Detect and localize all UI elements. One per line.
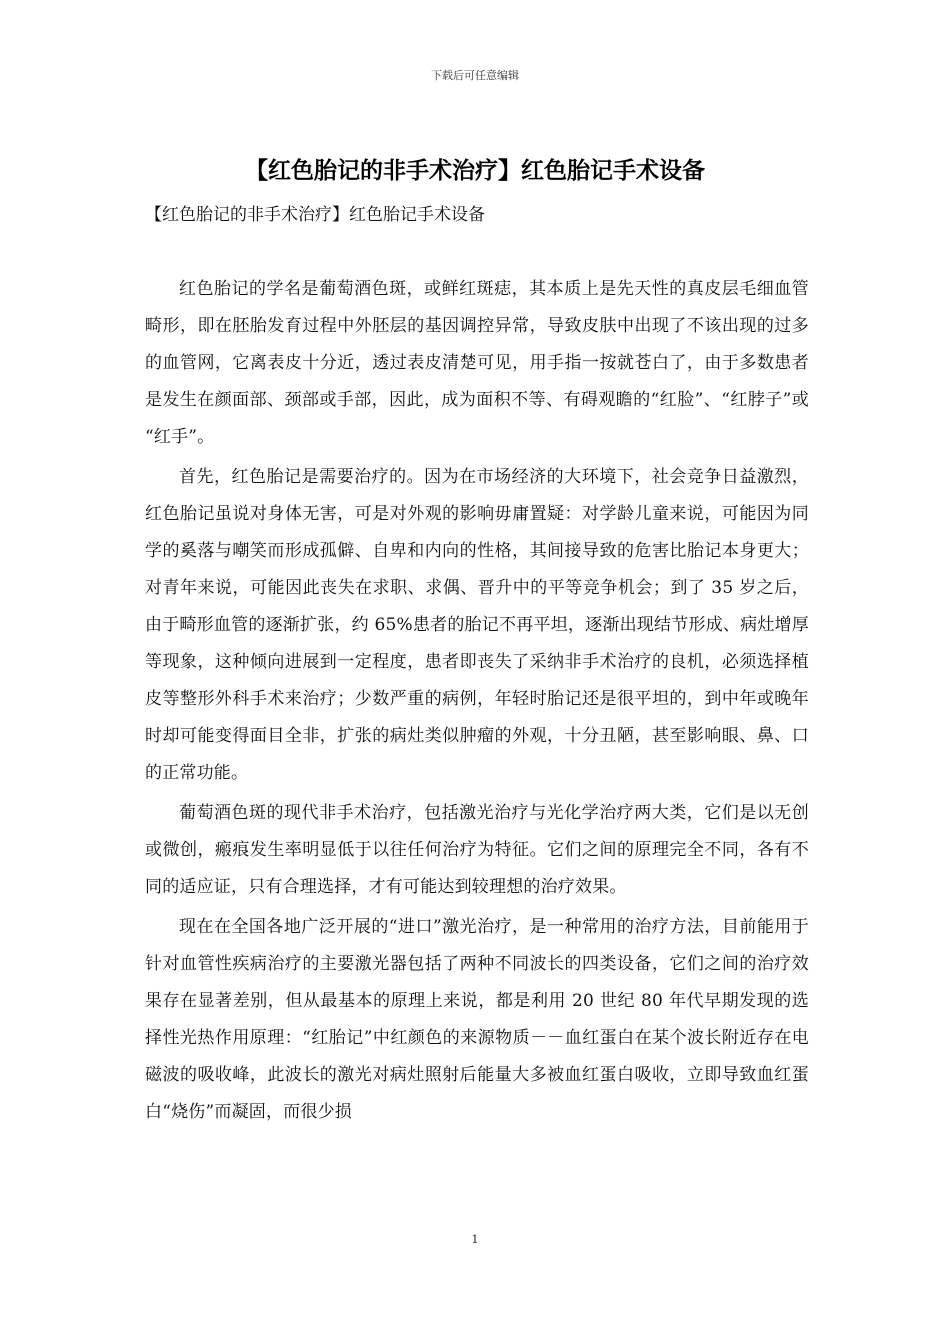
paragraph-3: 葡萄酒色斑的现代非手术治疗，包括激光治疗与光化学治疗两大类，它们是以无创或微创，瘢痕发生率明显低于以往任何治疗为特征。它们之间的原理完全不同，各有不同的适应证，只有合理选择，才有可能达到较理想的治疗效果。 — [145, 803, 809, 897]
paragraph-1: 红色胎记的学名是葡萄酒色斑，或鲜红斑痣，其本质上是先天性的真皮层毛细血管畸形，即在胚胎发育过程中外胚层的基因调控异常，导致皮肤中出现了不该出现的过多的血管网，它离表皮十分近，透过表皮清楚可见，用手指一按就苍白了，由于多数患者是发生在颜面部、颈部或手部，因此，成为面积不等、有碍观瞻的“红脸”、“红脖子”或 “红手”。 — [145, 279, 809, 447]
paragraph-2: 首先，红色胎记是需要治疗的。因为在市场经济的大环境下，社会竞争日益激烈，红色胎记虽说对身体无害，可是对外观的影响毋庸置疑：对学龄儿童来说，可能因为同学的奚落与嘲笑而形成孤僻、自卑和内向的性格，其间接导致的危害比胎记本身更大；对青年来说，可能因此丧失在求职、求偶、晋升中的平等竞争机会；到了 35 岁之后，由于畸形血管的逐渐扩张，约 65%患者的胎记不再平坦，逐渐出现结节形成、病灶增厚等现象，这种倾向进展到一定程度，患者即丧失了采纳非手术治疗的良机，必须选择植皮等整形外科手术来治疗；少数严重的病例，年轻时胎记还是很平坦的，到中年或晚年时却可能变得面目全非，扩张的病灶类似肿瘤的外观，十分丑陋，甚至影响眼、鼻、口的正常功能。 — [145, 467, 809, 783]
paragraph-4: 现在在全国各地广泛开展的“进口”激光治疗，是一种常用的治疗方法，目前能用于针对血管性疾病治疗的主要激光器包括了两种不同波长的四类设备，它们之间的治疗效果存在显著差别，但从最基本的原理上来说，都是利用 20 世纪 80 年代早期发现的选择性光热作用原理：“红胎记”中红颜色的来源物质－－血红蛋白在某个波长附近存在电磁波的吸收峰，此波长的激光对病灶照射后能量大多被血红蛋白吸收，立即导致血红蛋白“烧伤”而凝固，而很少损 — [145, 917, 809, 1122]
page-number: 1 — [471, 1233, 479, 1246]
document-subtitle: 【红色胎记的非手术治疗】红色胎记手术设备 — [145, 205, 485, 225]
body-text — [145, 271, 809, 1134]
header-note: 下载后可任意编辑 — [431, 69, 519, 82]
document-title: 【红色胎记的非手术治疗】红色胎记手术设备 — [245, 158, 705, 184]
